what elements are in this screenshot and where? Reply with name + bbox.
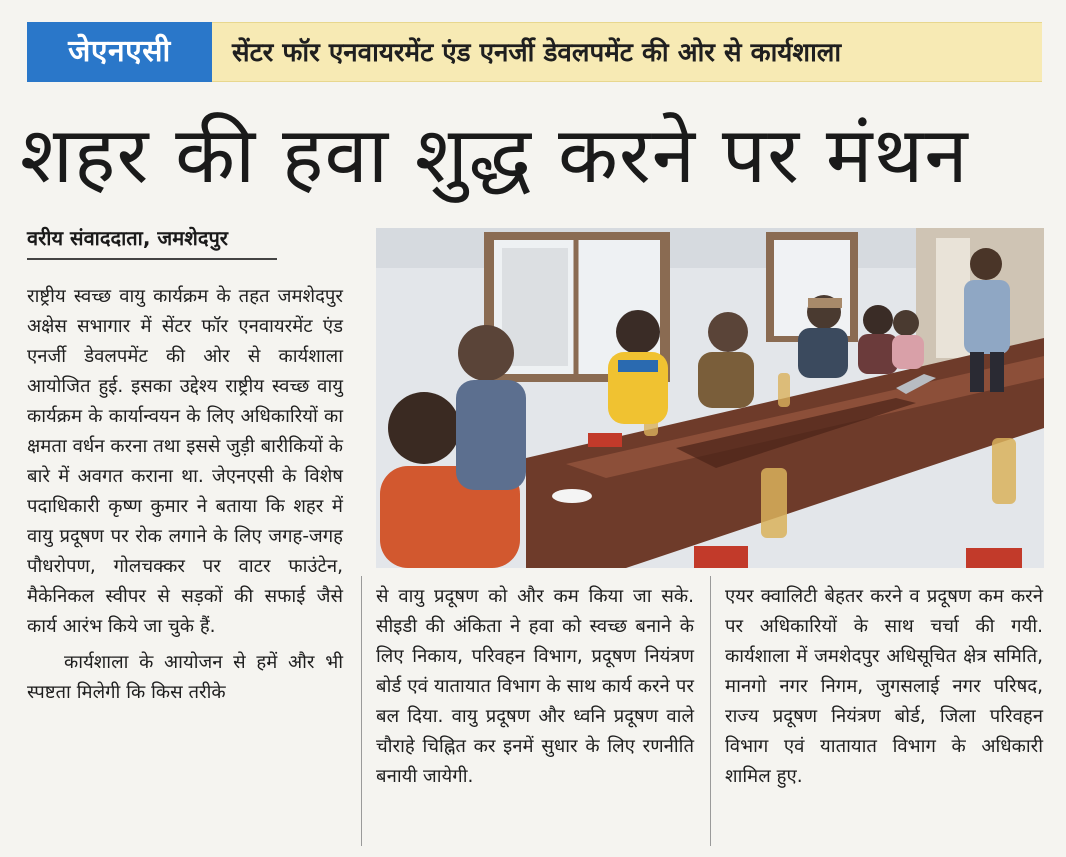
article-column-1 [27, 282, 343, 708]
kicker-tag: जेएनएसी [27, 22, 212, 82]
byline: वरीय संवाददाता, जमशेदपुर [27, 226, 228, 250]
column-divider [710, 576, 711, 846]
kicker-text: सेंटर फॉर एनवायरमेंट एंड एनर्जी डेवलपमेंट की ओर से कार्यशाला [232, 38, 842, 68]
article-paragraph: कार्यशाला के आयोजन से हमें और भी स्पष्टता मिलेगी कि किस तरीके [27, 652, 343, 703]
kicker-bar [212, 22, 1042, 82]
column-divider [361, 576, 362, 846]
article-paragraph: राष्ट्रीय स्वच्छ वायु कार्यक्रम के तहत जमशेदपुर अक्षेस सभागार में सेंटर फॉर एनवायरमेंट एंड एनर्जी डेवलपमेंट की ओर से कार्यशाला आयोजित हुई. इसका उद्देश्य राष्ट्रीय स्वच्छ वायु कार्यक्रम के कार्यान्वयन के लिए अधिकारियों का क्षमता वर्धन करना तथा इससे जुड़ी बारीकियों के बारे में अवगत कराना था. जेएनएसी के विशेष पदाधिकारी कृष्ण कुमार ने बताया कि शहर में वायु प्रदूषण पर रोक लगाने के लिए जगह-जगह पौधरोपण, गोलचक्कर पर वाटर फाउंटेन, मैकेनिकल स्वीपर से सड़कों की सफाई जैसे कार्य आरंभ किये जा चुके हैं. [27, 286, 343, 637]
article-paragraph: से वायु प्रदूषण को और कम किया जा सके. सीइडी की अंकिता ने हवा को स्वच्छ बनाने के लिए निकाय, परिवहन विभाग, प्रदूषण नियंत्रण बोर्ड एवं यातायात विभाग के साथ कार्य करने पर बल दिया. वायु प्रदूषण और ध्वनि प्रदूषण वाले चौराहे चिह्नित कर इनमें सुधार के लिए रणनीति बनायी जायेगी. [376, 586, 694, 787]
workshop-photo-illustration [376, 228, 1044, 568]
article-paragraph: एयर क्वालिटी बेहतर करने व प्रदूषण कम करने पर अधिकारियों के साथ चर्चा की गयी. कार्यशाला में जमशेदपुर अधिसूचित क्षेत्र समिति, मानगो नगर निगम, जुगसलाई नगर परिषद, राज्य प्रदूषण नियंत्रण बोर्ड, जिला परिवहन विभाग एवं यातायात विभाग के अधिकारी शामिल हुए. [725, 586, 1043, 787]
article-column-3 [725, 582, 1043, 792]
article-column-2 [376, 582, 694, 792]
workshop-photo [376, 228, 1044, 568]
byline-underline [27, 258, 277, 260]
headline: शहर की हवा शुद्ध करने पर मंथन [20, 111, 969, 201]
